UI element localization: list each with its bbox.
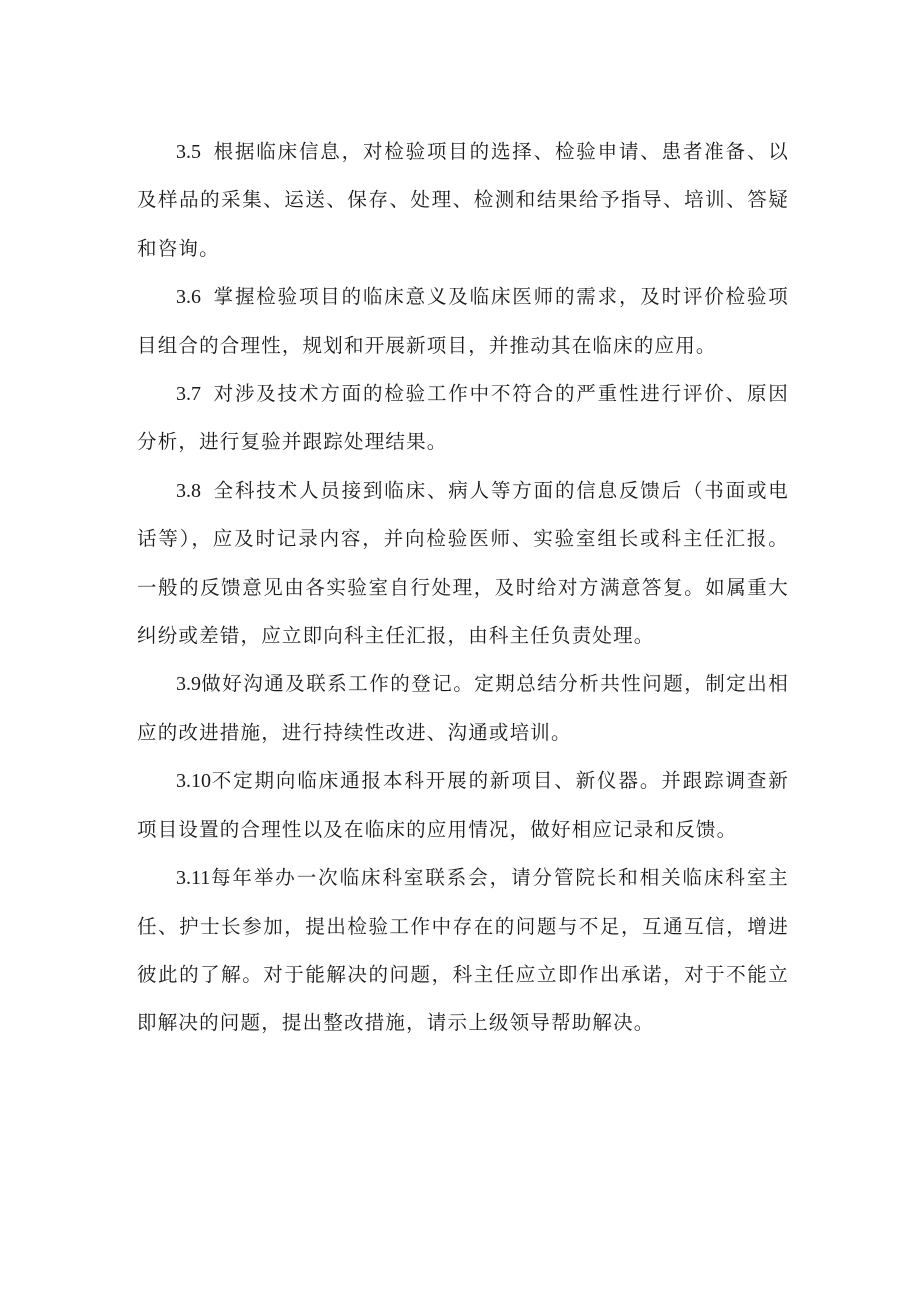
- paragraph-text: 每年举办一次临床科室联系会，请分管院长和相关临床科室主任、护士长参加，提出检验工作中存在的问题与不足，互通互信，增进彼此的了解。对于能解决的问题，科主任应立即作出承诺，对于不能立即解决的问题，提出整改措施，请示上级领导帮助解决。: [137, 866, 789, 1035]
- paragraph-text: 根据临床信息，对检验项目的选择、检验申请、患者准备、以及样品的采集、运送、保存、处理、检测和结果给予指导、培训、答疑和咨询。: [137, 140, 789, 260]
- paragraph-3-5: [137, 128, 789, 273]
- paragraph-3-10: [137, 757, 789, 854]
- paragraph-3-8: [137, 467, 789, 661]
- paragraph-number: 3.6: [176, 286, 201, 309]
- paragraph-text: 做好沟通及联系工作的登记。定期总结分析共性问题，制定出相应的改进措施，进行持续性改进、沟通或培训。: [137, 672, 789, 744]
- paragraph-text: 掌握检验项目的临床意义及临床医师的需求，及时评价检验项目组合的合理性，规划和开展新项目，并推动其在临床的应用。: [137, 285, 789, 357]
- paragraph-number: 3.5: [176, 141, 201, 163]
- paragraph-text: 不定期向临床通报本科开展的新项目、新仪器。并跟踪调查新项目设置的合理性以及在临床的应用情况，做好相应记录和反馈。: [137, 769, 789, 841]
- paragraph-number: 3.9: [176, 673, 201, 696]
- paragraph-number: 3.11: [176, 867, 211, 890]
- paragraph-number: 3.7: [176, 383, 201, 406]
- paragraph-number: 3.8: [176, 479, 201, 502]
- paragraph-3-7: [137, 370, 789, 467]
- paragraph-number: 3.10: [176, 770, 211, 793]
- paragraph-3-9: [137, 660, 789, 757]
- paragraph-3-6: [137, 273, 789, 370]
- paragraph-text: 全科技术人员接到临床、病人等方面的信息反馈后（书面或电话等），应及时记录内容，并向检验医师、实验室组长或科主任汇报。一般的反馈意见由各实验室自行处理，及时给对方满意答复。如属重大纠纷或差错，应立即向科主任汇报，由科主任负责处理。: [137, 478, 789, 648]
- document-body: [137, 128, 789, 1048]
- paragraph-text: 对涉及技术方面的检验工作中不符合的严重性进行评价、原因分析，进行复验并跟踪处理结果。: [137, 382, 789, 454]
- paragraph-3-11: [137, 854, 789, 1048]
